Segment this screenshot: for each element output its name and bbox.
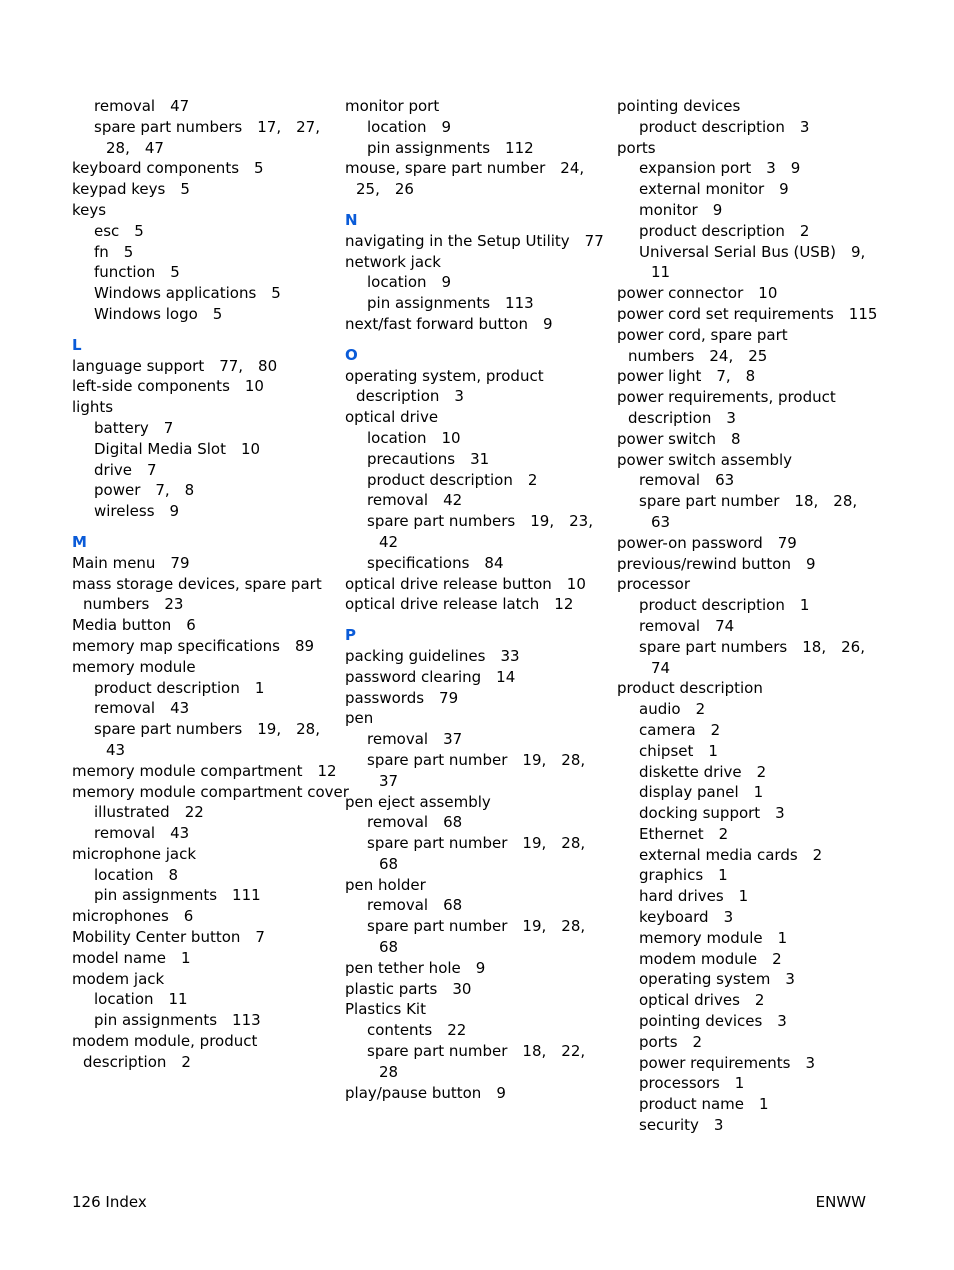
index-subentry: fn 5: [94, 242, 134, 261]
index-subentry: pin assignments 113: [94, 1011, 261, 1030]
index-entry: pen eject assembly: [345, 792, 491, 811]
index-subentry: graphics 1: [639, 866, 728, 885]
index-subentry: location 9: [367, 117, 452, 136]
index-entry: left-side components 10: [72, 377, 264, 396]
index-subentry: spare part numbers 17, 27,: [94, 117, 320, 136]
index-subentry: spare part numbers 19, 23,: [367, 512, 593, 531]
index-subentry: chipset 1: [639, 741, 718, 760]
index-entry: lights: [72, 398, 114, 417]
index-subentry: spare part number 19, 28,: [367, 834, 586, 853]
index-entry: password clearing 14: [345, 667, 516, 686]
index-entry: modem jack: [72, 969, 165, 988]
index-entry: optical drive release button 10: [345, 574, 586, 593]
index-entry-continuation: 28: [379, 1062, 399, 1081]
index-entry: power light 7, 8: [617, 367, 756, 386]
index-entry-continuation: 11: [651, 263, 671, 282]
index-entry-continuation: 68: [379, 938, 399, 957]
index-subentry: spare part number 19, 28,: [367, 750, 586, 769]
index-entry-continuation: 25, 26: [356, 180, 414, 199]
index-subentry: location 9: [367, 273, 452, 292]
index-entry: next/fast forward button 9: [345, 314, 553, 333]
index-entry: product description: [617, 679, 763, 698]
index-subentry: Universal Serial Bus (USB) 9,: [639, 242, 866, 261]
index-entry: language support 77, 80: [72, 356, 278, 375]
index-subentry: esc 5: [94, 221, 144, 240]
index-subentry: operating system 3: [639, 970, 795, 989]
index-entry: keys: [72, 200, 107, 219]
index-subentry: Windows logo 5: [94, 304, 223, 323]
index-entry: Plastics Kit: [345, 1000, 426, 1019]
index-entry-continuation: 63: [651, 512, 671, 531]
index-entry: model name 1: [72, 948, 191, 967]
index-subentry: keyboard 3: [639, 908, 734, 927]
index-subentry: memory module 1: [639, 928, 788, 947]
index-entry: packing guidelines 33: [345, 646, 520, 665]
index-subentry: product description 1: [94, 678, 265, 697]
index-subentry: monitor 9: [639, 200, 723, 219]
index-subentry: removal 37: [367, 730, 463, 749]
index-entry-continuation: numbers 24, 25: [628, 346, 768, 365]
index-subentry: external media cards 2: [639, 845, 823, 864]
index-entry-continuation: 68: [379, 854, 399, 873]
index-subentry: removal 68: [367, 896, 463, 915]
index-subentry: removal 42: [367, 491, 463, 510]
footer-code: ENWW: [815, 1193, 866, 1211]
index-subentry: product description 2: [367, 470, 538, 489]
index-entry-continuation: numbers 23: [83, 595, 184, 614]
index-subentry: spare part numbers 18, 26,: [639, 637, 865, 656]
index-subentry: removal 63: [639, 471, 735, 490]
index-entry: power requirements, product: [617, 388, 836, 407]
index-subentry: docking support 3: [639, 804, 785, 823]
index-entry: operating system, product: [345, 366, 544, 385]
index-subentry: Ethernet 2: [639, 824, 729, 843]
index-column-2: [345, 96, 607, 1103]
index-subentry: location 11: [94, 990, 188, 1009]
index-entry: pen tether hole 9: [345, 958, 486, 977]
index-subentry: Digital Media Slot 10: [94, 439, 261, 458]
index-entry: monitor port: [345, 97, 440, 115]
index-entry: power connector 10: [617, 284, 778, 303]
index-entry: navigating in the Setup Utility 77: [345, 231, 604, 250]
index-entry: pen: [345, 709, 374, 728]
index-subentry: function 5: [94, 263, 180, 282]
index-entry: Media button 6: [72, 616, 196, 635]
index-subentry: removal 43: [94, 699, 190, 718]
index-entry: power switch 8: [617, 429, 741, 448]
index-subentry: hard drives 1: [639, 887, 749, 906]
index-subentry: spare part number 18, 22,: [367, 1042, 586, 1061]
index-entry: processor: [617, 575, 690, 594]
index-entry: mouse, spare part number 24,: [345, 159, 585, 178]
index-subentry: display panel 1: [639, 783, 764, 802]
index-entry: power switch assembly: [617, 450, 793, 469]
index-subentry: location 8: [94, 865, 179, 884]
index-entry: power cord, spare part: [617, 325, 788, 344]
index-column-3: [617, 96, 879, 1136]
index-subentry: product description 1: [639, 596, 810, 615]
index-subentry: wireless 9: [94, 502, 180, 521]
index-subentry: ports 2: [639, 1032, 703, 1051]
index-subentry: illustrated 22: [94, 803, 204, 822]
index-entry: previous/rewind button 9: [617, 554, 816, 573]
index-subentry: battery 7: [94, 418, 174, 437]
index-entry: ports: [617, 138, 656, 157]
index-subentry: removal 74: [639, 616, 735, 635]
index-entry: power-on password 79: [617, 533, 797, 552]
index-entry: passwords 79: [345, 688, 459, 707]
index-subentry: removal 47: [94, 97, 190, 115]
index-subentry: security 3: [639, 1116, 724, 1135]
section-letter-heading: L: [72, 335, 82, 354]
index-entry-continuation: description 2: [83, 1052, 191, 1071]
index-subentry: modem module 2: [639, 949, 782, 968]
index-subentry: pin assignments 112: [367, 138, 534, 157]
index-subentry: pin assignments 113: [367, 294, 534, 313]
section-letter-heading: P: [345, 626, 356, 645]
index-subentry: product description 2: [639, 221, 810, 240]
index-subentry: specifications 84: [367, 553, 504, 572]
index-entry: power cord set requirements 115: [617, 304, 878, 323]
index-entry: keypad keys 5: [72, 180, 190, 199]
index-entry: pointing devices: [617, 97, 741, 115]
index-entry-continuation: 74: [651, 658, 671, 677]
index-subentry: processors 1: [639, 1074, 745, 1093]
index-subentry: pin assignments 111: [94, 886, 261, 905]
index-entry: optical drive: [345, 408, 439, 427]
index-entry: memory module compartment 12: [72, 761, 337, 780]
index-subentry: power 7, 8: [94, 481, 195, 500]
index-entry-continuation: 28, 47: [106, 138, 164, 157]
index-entry: memory map specifications 89: [72, 636, 315, 655]
index-entry: Main menu 79: [72, 553, 190, 572]
index-entry-continuation: 42: [379, 532, 399, 551]
index-subentry: diskette drive 2: [639, 762, 767, 781]
footer-page-label: 126 Index: [72, 1193, 147, 1211]
index-subentry: removal 43: [94, 824, 190, 843]
index-entry: keyboard components 5: [72, 159, 264, 178]
index-entry: modem module, product: [72, 1032, 258, 1051]
section-letter-heading: M: [72, 532, 87, 551]
index-subentry: external monitor 9: [639, 180, 789, 199]
index-entry: microphones 6: [72, 907, 194, 926]
section-letter-heading: N: [345, 210, 358, 229]
index-subentry: removal 68: [367, 813, 463, 832]
index-subentry: pointing devices 3: [639, 1012, 787, 1031]
index-entry-continuation: 37: [379, 771, 399, 790]
index-subentry: location 10: [367, 428, 461, 447]
index-entry-continuation: description 3: [356, 387, 464, 406]
index-subentry: precautions 31: [367, 449, 490, 468]
index-entry: play/pause button 9: [345, 1083, 506, 1102]
index-subentry: power requirements 3: [639, 1053, 816, 1072]
index-entry: memory module: [72, 657, 196, 676]
index-entry: plastic parts 30: [345, 979, 472, 998]
index-subentry: spare part number 19, 28,: [367, 917, 586, 936]
index-entry: pen holder: [345, 875, 426, 894]
index-entry: microphone jack: [72, 844, 197, 863]
index-entry: optical drive release latch 12: [345, 595, 574, 614]
index-subentry: Windows applications 5: [94, 284, 281, 303]
index-subentry: drive 7: [94, 460, 157, 479]
index-subentry: optical drives 2: [639, 991, 765, 1010]
index-entry-continuation: 43: [106, 740, 126, 759]
section-letter-heading: O: [345, 345, 358, 364]
index-subentry: contents 22: [367, 1021, 467, 1040]
index-subentry: product name 1: [639, 1095, 769, 1114]
index-subentry: spare part number 18, 28,: [639, 492, 858, 511]
index-entry: network jack: [345, 252, 441, 271]
index-entry-continuation: description 3: [628, 408, 736, 427]
index-subentry: audio 2: [639, 700, 706, 719]
index-column-1: [72, 96, 349, 1073]
index-subentry: camera 2: [639, 720, 721, 739]
index-subentry: product description 3: [639, 117, 810, 136]
index-entry: Mobility Center button 7: [72, 928, 265, 947]
index-subentry: spare part numbers 19, 28,: [94, 720, 320, 739]
index-entry: memory module compartment cover: [72, 782, 349, 801]
index-entry: mass storage devices, spare part: [72, 574, 322, 593]
index-subentry: expansion port 3 9: [639, 159, 801, 178]
